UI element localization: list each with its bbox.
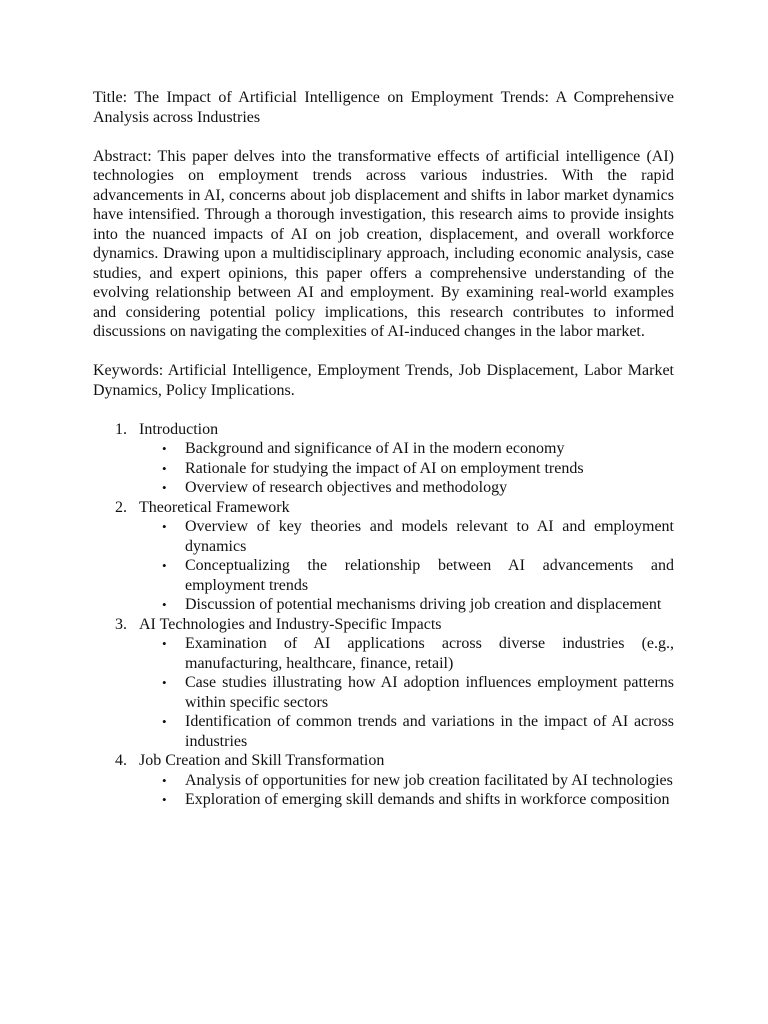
- section-bullets: [139, 517, 674, 615]
- bullet-item: [139, 634, 674, 673]
- section-number: 3.: [115, 615, 127, 633]
- bullet-text: Case studies illustrating how AI adoption influences employment patterns within specific sectors: [185, 674, 674, 711]
- bullet-icon: •: [162, 792, 167, 807]
- spacer: [93, 400, 674, 420]
- spacer: [93, 342, 674, 362]
- keywords-paragraph: Keywords: Artificial Intelligence, Employment Trends, Job Displacement, Labor Market Dynamics, Policy Implications.: [93, 362, 674, 399]
- bullet-item: [139, 556, 674, 595]
- spacer: [93, 127, 674, 147]
- section-number: 2.: [115, 498, 127, 516]
- bullet-item: [139, 478, 674, 498]
- bullet-item: [139, 595, 674, 615]
- bullet-item: [139, 790, 674, 810]
- bullet-item: [139, 459, 674, 479]
- bullet-icon: •: [162, 441, 167, 456]
- bullet-item: [139, 771, 674, 791]
- bullet-item: [139, 517, 674, 556]
- section-heading: AI Technologies and Industry-Specific Impacts: [139, 615, 442, 633]
- section-number: 4.: [115, 752, 127, 769]
- outline-section: [93, 498, 674, 615]
- outline-section: [93, 615, 674, 752]
- bullet-text: Rationale for studying the impact of AI on employment trends: [185, 459, 584, 477]
- bullet-icon: •: [162, 460, 167, 476]
- outline-section: [93, 420, 674, 498]
- section-heading: Job Creation and Skill Transformation: [139, 752, 385, 769]
- bullet-item: [139, 712, 674, 751]
- bullet-icon: •: [162, 636, 167, 651]
- bullet-item: [139, 439, 674, 459]
- document-title: Title: The Impact of Artificial Intelligence on Employment Trends: A Comprehensive Analysis across Industries: [93, 89, 674, 126]
- bullet-icon: •: [162, 519, 167, 534]
- section-bullets: [139, 439, 674, 498]
- section-heading: Introduction: [139, 420, 219, 438]
- section-bullets: [139, 771, 674, 810]
- section-bullets: [139, 634, 674, 751]
- bullet-icon: •: [162, 714, 167, 729]
- bullet-text: Identification of common trends and variations in the impact of AI across industries: [185, 713, 674, 750]
- outline-list: [93, 420, 674, 810]
- bullet-text: Overview of key theories and models relevant to AI and employment dynamics: [185, 518, 674, 555]
- bullet-text: Examination of AI applications across diverse industries (e.g., manufacturing, healthcare, finance, retail): [185, 635, 674, 672]
- section-number: 1.: [115, 420, 127, 438]
- bullet-text: Conceptualizing the relationship between AI advancements and employment trends: [185, 557, 674, 594]
- bullet-icon: •: [162, 675, 167, 690]
- bullet-icon: •: [162, 480, 167, 495]
- bullet-text: Analysis of opportunities for new job creation facilitated by AI technologies: [185, 771, 673, 789]
- section-heading: Theoretical Framework: [139, 498, 290, 516]
- bullet-icon: •: [162, 558, 167, 573]
- outline-section: [93, 751, 674, 810]
- bullet-text: Exploration of emerging skill demands and shifts in workforce composition: [185, 791, 670, 808]
- bullet-icon: •: [162, 597, 167, 612]
- bullet-text: Overview of research objectives and methodology: [185, 479, 508, 496]
- abstract-paragraph: Abstract: This paper delves into the transformative effects of artificial intelligence (AI) technologies on employment trends across various industries. With the rapid advancements in AI, concerns about job displacement and shifts in labor market dynamics have intensified. Through a thorough investigation, this research aims to provide insights into the nuanced impacts of AI on job creation, displacement, and overall workforce dynamics. Drawing upon a multidisciplinary approach, including economic analysis, case studies, and expert opinions, this paper offers a comprehensive understanding of the evolving relationship between AI and employment. By examining real-world examples and considering potential policy implications, this research contributes to informed discussions on navigating the complexities of AI-induced changes in the labor market.: [93, 147, 674, 340]
- bullet-text: Background and significance of AI in the modern economy: [185, 440, 565, 457]
- bullet-text: Discussion of potential mechanisms driving job creation and displacement: [185, 596, 662, 613]
- bullet-icon: •: [162, 772, 167, 788]
- document-page: [93, 88, 674, 810]
- bullet-item: [139, 673, 674, 712]
